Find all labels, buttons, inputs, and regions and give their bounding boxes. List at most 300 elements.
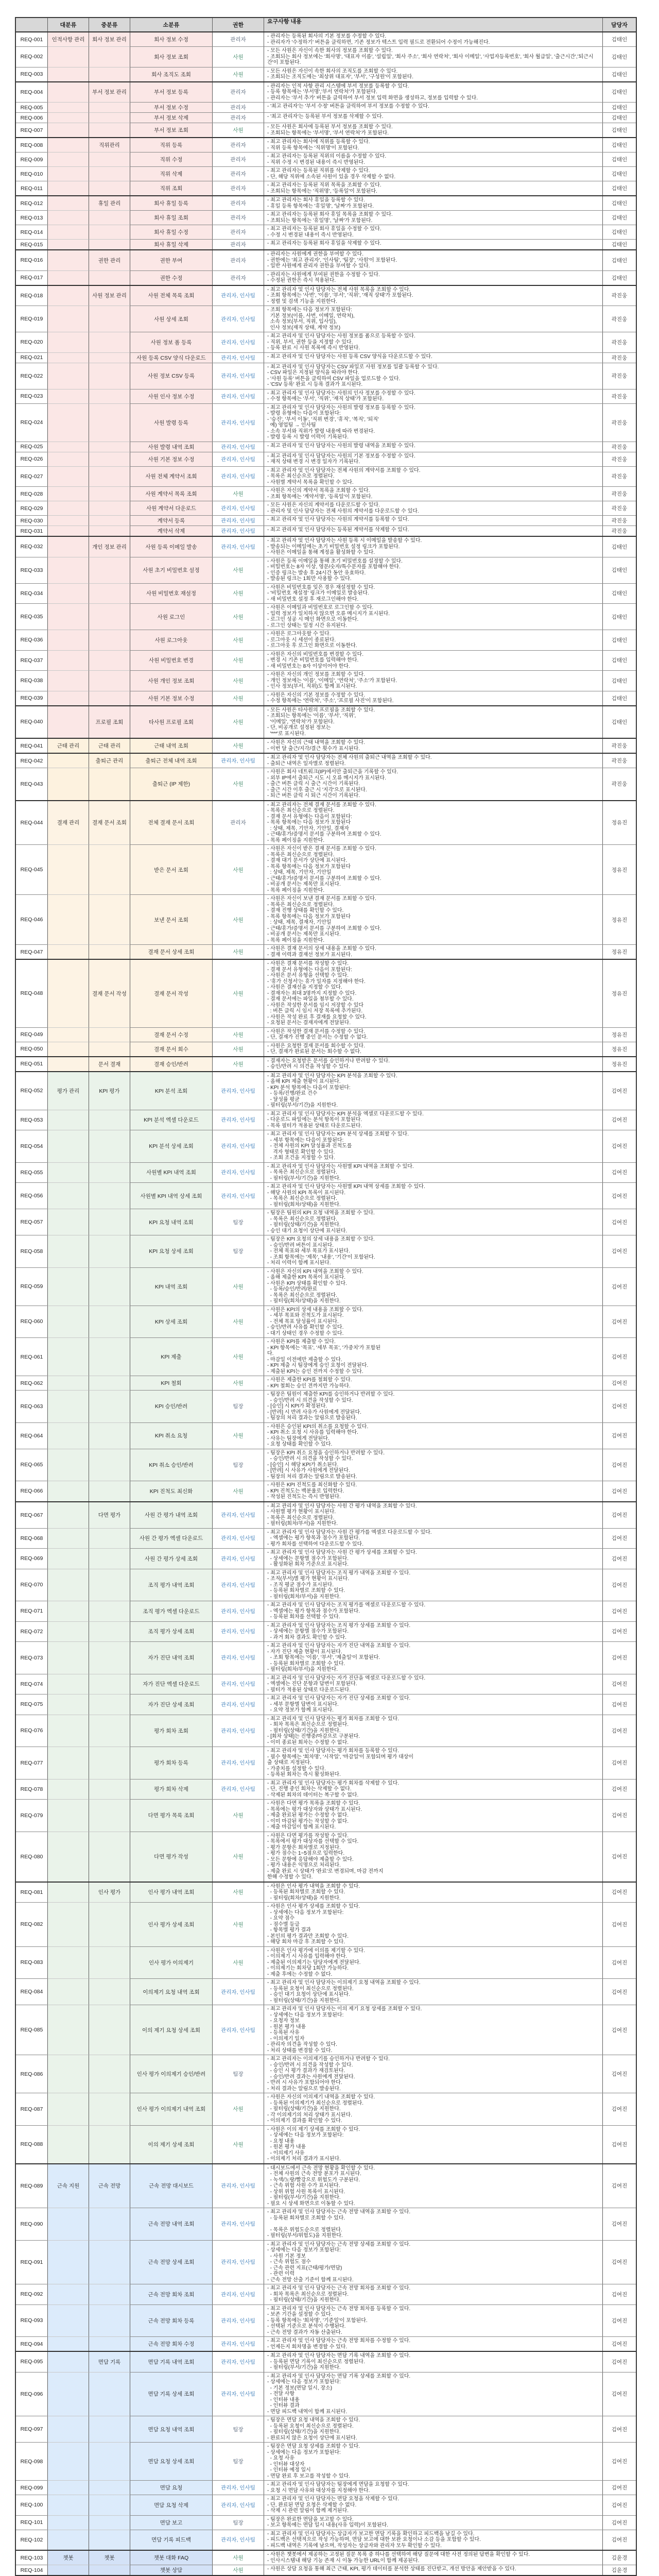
- major-category-cell[interactable]: [47, 2336, 89, 2351]
- requirement-content-cell[interactable]: - 최고 관리자 및 인사 담당자는 자가 진단 상세를 조회할 수 있다. - 세부 문항별 답변이 표시된다. - 요약 정보가 함께 표시된다.: [264, 1694, 602, 1715]
- small-category-cell[interactable]: 근속 전망 상세 조회: [130, 2241, 212, 2284]
- owner-cell[interactable]: 김여진: [602, 2208, 636, 2240]
- role-cell[interactable]: 관리자: [212, 225, 264, 239]
- owner-cell[interactable]: 곽진웅: [602, 363, 636, 389]
- role-cell[interactable]: 사원: [212, 1481, 264, 1501]
- small-category-cell[interactable]: KPI 내역 조회: [130, 1268, 212, 1306]
- mid-category-cell[interactable]: [89, 2005, 130, 2055]
- requirement-content-cell[interactable]: - 사원은 제출한 KPI를 철회할 수 있다. - KPI 철회는 승인 전까지만 가능하다.: [264, 1376, 602, 1390]
- role-cell[interactable]: 사원: [212, 960, 264, 1027]
- role-cell[interactable]: 사원: [212, 1057, 264, 1071]
- req-id-cell[interactable]: REQ-047: [16, 945, 47, 959]
- small-category-cell[interactable]: 면담 기록 상세 조회: [130, 2372, 212, 2416]
- major-category-cell[interactable]: [47, 1799, 89, 1832]
- requirement-content-cell[interactable]: - 사원은 상담 요청을 통해 최근 근태, KPI, 평가 데이터를 분석한 상태를 진단받고, 개선 방안을 제안받을 수 있다.: [264, 2565, 602, 2575]
- role-cell[interactable]: 사원: [212, 651, 264, 671]
- req-id-cell[interactable]: REQ-060: [16, 1306, 47, 1338]
- mid-category-cell[interactable]: 결재 문서 작성: [89, 960, 130, 1027]
- mid-category-cell[interactable]: [89, 526, 130, 536]
- role-cell[interactable]: 사원: [212, 671, 264, 691]
- requirement-content-cell[interactable]: - 팀장은 면담 요청 내역을 조회할 수 있다. - 등록된 요청이 최신순으로 정렬된다. - 필터링(상태/기간)을 지원한다. - 완료되지 않은 요청이 상단에 표시된다.: [264, 2416, 602, 2442]
- requirement-content-cell[interactable]: - 사원은 회사 네트워크(IP)에서만 출퇴근을 기록할 수 있다. - 외부 IP에서 출퇴근 시도 시 오류 메시지가 표시된다. - 출근 버튼 클릭 시 출근 시간이 기록된다. - 출근 시간 이후 출근 시 '지각'으로 표시된다. - 퇴근 버튼 클릭 시 퇴근 시간이 기록된다.: [264, 768, 602, 800]
- owner-cell[interactable]: 김여진: [602, 2005, 636, 2055]
- major-category-cell[interactable]: [47, 112, 89, 123]
- requirement-content-cell[interactable]: - 최고 관리자 및 인사 담당자는 사원의 기본 정보를 수정할 수 있다. - 재직 상태 변경 시 변경 일자가 기록된다.: [264, 452, 602, 466]
- role-cell[interactable]: 사원: [212, 1306, 264, 1338]
- owner-cell[interactable]: 김여진: [602, 2305, 636, 2337]
- req-id-cell[interactable]: REQ-066: [16, 1481, 47, 1501]
- mid-category-cell[interactable]: 다면 평가: [89, 1502, 130, 1528]
- major-category-cell[interactable]: [47, 2416, 89, 2442]
- owner-cell[interactable]: 김태인: [602, 630, 636, 650]
- owner-cell[interactable]: 김태인: [602, 152, 636, 166]
- owner-cell[interactable]: 김여진: [602, 2372, 636, 2416]
- req-id-cell[interactable]: REQ-064: [16, 1423, 47, 1449]
- requirement-content-cell[interactable]: - 최고 관리자 및 인사 담당자는 근속 전망 회차를 등록할 수 있다. - 보존 기간을 설정할 수 있다. - 등록 항목에는 '회차명', '기준일'이 포함된다. - 선택된 기준으로 분석이 수행된다. - 근속 전망 결과가 자동 산출된다.: [264, 2305, 602, 2337]
- small-category-cell[interactable]: 직위 등록: [130, 138, 212, 152]
- small-category-cell[interactable]: 자가 진단 내역 조회: [130, 1642, 212, 1674]
- owner-cell[interactable]: 곽진웅: [602, 501, 636, 515]
- major-category-cell[interactable]: [47, 2565, 89, 2575]
- owner-cell[interactable]: 정유진: [602, 1057, 636, 1071]
- owner-cell[interactable]: 김태인: [602, 271, 636, 285]
- small-category-cell[interactable]: 권한 수정: [130, 271, 212, 285]
- role-cell[interactable]: 관리자, 인사팀: [212, 404, 264, 442]
- small-category-cell[interactable]: KPI 상세 조회: [130, 1306, 212, 1338]
- small-category-cell[interactable]: 출퇴근 (IP 제한): [130, 768, 212, 800]
- requirement-content-cell[interactable]: - 최고 관리자 및 인사 담당자는 CSV 파일로 사원 정보를 일괄 등록할 수 있다. - CSV 파일은 지정된 양식을 따라야 한다. - '사원 등록' 버튼을 클릭하여 CSV 파일을 업로드할 수 있다. - 'CSV 등록' 완료 시 등록 결과가 표시된다.: [264, 363, 602, 389]
- req-id-cell[interactable]: REQ-050: [16, 1042, 47, 1056]
- small-category-cell[interactable]: 면담 요청: [130, 2481, 212, 2495]
- req-id-cell[interactable]: REQ-008: [16, 138, 47, 152]
- owner-cell[interactable]: 김태인: [602, 138, 636, 152]
- mid-category-cell[interactable]: 개인 정보 관리: [89, 537, 130, 557]
- major-category-cell[interactable]: [47, 2284, 89, 2304]
- major-category-cell[interactable]: [47, 501, 89, 515]
- owner-cell[interactable]: 곽진웅: [602, 526, 636, 536]
- requirement-content-cell[interactable]: - 최고 관리자 및 인사 담당자는 사원의 계약서를 등록할 수 있다.: [264, 516, 602, 526]
- requirement-content-cell[interactable]: - 결재자는 요청받은 문서를 승인하거나 반려할 수 있다. - 승인/반려 시 의견을 작성할 수 있다.: [264, 1057, 602, 1071]
- major-category-cell[interactable]: [47, 1042, 89, 1056]
- owner-cell[interactable]: 곽진웅: [602, 452, 636, 466]
- requirement-content-cell[interactable]: - 최고 관리자 및 인사 담당자는 면담 기록 내역을 조회할 수 있다. - 등록된 면담 기록이 최신순으로 정렬된다. - 필터링(부서/기간)을 지원한다.: [264, 2352, 602, 2372]
- requirement-content-cell[interactable]: - 사원은 자신의 근태 내역을 조회할 수 있다. - 이번 달 출근/지각/결근 횟수가 표시된다.: [264, 739, 602, 753]
- owner-cell[interactable]: 김윤경: [602, 2565, 636, 2575]
- mid-category-cell[interactable]: [89, 466, 130, 487]
- role-cell[interactable]: 팀장: [212, 1449, 264, 1481]
- small-category-cell[interactable]: 사원 기본 정보 수정: [130, 691, 212, 705]
- role-cell[interactable]: 사원: [212, 1800, 264, 1832]
- requirement-content-cell[interactable]: - 최고 관리자 및 인사 담당자는 사원 간 평가를 엑셀로 다운로드할 수 있다. - 엑셀에는 평가 항목과 점수가 포함된다. - 평가 회차를 선택하여 다운로드할 수 있다.: [264, 1529, 602, 1549]
- req-id-cell[interactable]: REQ-094: [16, 2337, 47, 2351]
- major-category-cell[interactable]: [47, 1057, 89, 1071]
- req-id-cell[interactable]: REQ-096: [16, 2372, 47, 2416]
- small-category-cell[interactable]: 회사 조직도 조회: [130, 67, 212, 81]
- mid-category-cell[interactable]: [89, 1978, 130, 2005]
- major-category-cell[interactable]: [47, 332, 89, 352]
- role-cell[interactable]: 팀장: [212, 2516, 264, 2530]
- owner-cell[interactable]: 김여진: [602, 2284, 636, 2304]
- req-id-cell[interactable]: REQ-057: [16, 1209, 47, 1235]
- mid-category-cell[interactable]: 휴일 관리: [89, 196, 130, 210]
- role-cell[interactable]: 사원: [212, 706, 264, 738]
- requirement-content-cell[interactable]: - 사원은 작성한 결재 문서를 수정할 수 있다. - 단, 결재가 진행 중인 문서는 수정할 수 없다.: [264, 1028, 602, 1042]
- req-id-cell[interactable]: REQ-088: [16, 2126, 47, 2163]
- mid-category-cell[interactable]: [89, 1799, 130, 1832]
- small-category-cell[interactable]: 사원 상세 조회: [130, 306, 212, 332]
- mid-category-cell[interactable]: [89, 152, 130, 166]
- major-category-cell[interactable]: [47, 944, 89, 959]
- role-cell[interactable]: 관리자: [212, 113, 264, 123]
- owner-cell[interactable]: 김여진: [602, 2126, 636, 2163]
- owner-cell[interactable]: 정유진: [602, 895, 636, 944]
- mid-category-cell[interactable]: 면담 기록: [89, 2352, 130, 2372]
- requirement-content-cell[interactable]: - 최고 관리자는 등록된 회사 휴일을 삭제할 수 있다.: [264, 240, 602, 249]
- requirement-content-cell[interactable]: - 사원은 로그아웃할 수 있다. - 로그아웃 시 세션이 종료된다. - 로그아웃 후 로그인 화면으로 이동한다.: [264, 630, 602, 650]
- small-category-cell[interactable]: 평가 회차 등록: [130, 1747, 212, 1779]
- major-category-cell[interactable]: [47, 138, 89, 152]
- req-id-cell[interactable]: REQ-082: [16, 1903, 47, 1946]
- owner-cell[interactable]: 김태인: [602, 47, 636, 67]
- mid-category-cell[interactable]: [89, 1337, 130, 1376]
- requirement-content-cell[interactable]: - 사원은 자신의 비밀번호를 변경할 수 있다. - 변경 시 기존 비밀번호를 입력해야 한다. - 새 비밀번호는 8자 이상이어야 한다.: [264, 651, 602, 671]
- role-cell[interactable]: 관리자, 인사팀: [212, 1072, 264, 1110]
- small-category-cell[interactable]: 권한 부여: [130, 250, 212, 270]
- mid-category-cell[interactable]: [89, 2442, 130, 2480]
- major-category-cell[interactable]: [47, 960, 89, 1027]
- requirement-content-cell[interactable]: - 최고 관리자 및 인사 담당자는 사원의 발령 내역을 조회할 수 있다.: [264, 442, 602, 452]
- req-id-cell[interactable]: REQ-005: [16, 103, 47, 112]
- small-category-cell[interactable]: 사원 간 평가 엑셀 다운로드: [130, 1529, 212, 1549]
- role-cell[interactable]: 사원: [212, 2093, 264, 2125]
- req-id-cell[interactable]: REQ-031: [16, 526, 47, 536]
- req-id-cell[interactable]: REQ-092: [16, 2284, 47, 2304]
- owner-cell[interactable]: 김태인: [602, 706, 636, 738]
- mid-category-cell[interactable]: [89, 2495, 130, 2515]
- requirement-content-cell[interactable]: - 최고 관리자 및 인사 담당자는 이의 제기 요청 상세를 조회할 수 있다. - 상세에는 다음 정보가 포함된다: - 요청자 정보 - 원본 평가 내용 - 등록된 사유 - 이의제기 일자 - 관리자 의견을 작성할 수 있다. - 처리 상태를 변경할 수 있다.: [264, 2005, 602, 2055]
- req-id-cell[interactable]: REQ-099: [16, 2481, 47, 2495]
- small-category-cell[interactable]: 조직 평가 내역 조회: [130, 1569, 212, 1601]
- major-category-cell[interactable]: [47, 2480, 89, 2495]
- req-id-cell[interactable]: REQ-009: [16, 152, 47, 166]
- role-cell[interactable]: 관리자: [212, 82, 264, 103]
- mid-category-cell[interactable]: [89, 181, 130, 195]
- req-id-cell[interactable]: REQ-010: [16, 167, 47, 181]
- small-category-cell[interactable]: 회사 휴일 삭제: [130, 240, 212, 249]
- role-cell[interactable]: 관리자, 인사팀: [212, 1130, 264, 1162]
- owner-cell[interactable]: 김태인: [602, 103, 636, 112]
- mid-category-cell[interactable]: [89, 403, 130, 442]
- major-category-cell[interactable]: [47, 1621, 89, 1642]
- owner-cell[interactable]: 김여진: [602, 1903, 636, 1946]
- requirement-content-cell[interactable]: - 최고 관리자 및 인사 담당자는 자가 진단 내역을 조회할 수 있다. - 자가 진단 제출 현황이 표시된다. - 조회 항목에는 '이름', '부서', '제출일'이 포함된다. - 등록된 회차별로 조회할 수 있다. - 필터링(회차/부서)을 지원한다.: [264, 1642, 602, 1674]
- req-id-cell[interactable]: REQ-091: [16, 2241, 47, 2284]
- role-cell[interactable]: 사원: [212, 739, 264, 753]
- owner-cell[interactable]: 김여진: [602, 1549, 636, 1569]
- role-cell[interactable]: 관리자, 인사팀: [212, 452, 264, 466]
- owner-cell[interactable]: 곽진웅: [602, 516, 636, 526]
- requirement-content-cell[interactable]: - 최고 관리자는 회사 휴일을 등록할 수 있다. - 휴일 등록 항목에는 '휴일명', '날짜'가 포함된다.: [264, 196, 602, 210]
- mid-category-cell[interactable]: [89, 1182, 130, 1209]
- mid-category-cell[interactable]: [89, 2565, 130, 2575]
- role-cell[interactable]: 사원: [212, 768, 264, 800]
- requirement-content-cell[interactable]: - 최고 관리자 및 인사 담당자는 근속 전망 회차를 수정할 수 있다. - 언제든지 회차명을 변경할 수 있다.: [264, 2337, 602, 2351]
- role-cell[interactable]: 팀장: [212, 1209, 264, 1235]
- req-id-cell[interactable]: REQ-098: [16, 2443, 47, 2480]
- role-cell[interactable]: 관리자, 인사팀: [212, 1715, 264, 1747]
- requirement-content-cell[interactable]: - 대시보드에서 근속 전망 현황을 확인할 수 있다. - 전체 사원의 근속 전망 분포가 표시된다. - 녹색/노랑/빨강으로 위험도가 구분된다. - 근속 위험 사원 수가 표시된다. - 상위 위험 사원 목록이 표시된다. - 필터링(부서/기간)을 지원한다. - 필요 시 상세 화면으로 이동할 수 있다.: [264, 2164, 602, 2208]
- req-id-cell[interactable]: REQ-078: [16, 1780, 47, 1800]
- owner-cell[interactable]: 곽진웅: [602, 389, 636, 403]
- requirement-content-cell[interactable]: - 최고 관리자 및 인사 담당자는 사원 간 평가 상세를 조회할 수 있다. - 상세에는 문항별 점수가 포함된다. - 활성화된 회차 기준으로 표시된다.: [264, 1549, 602, 1569]
- owner-cell[interactable]: 김여진: [602, 1183, 636, 1209]
- major-category-cell[interactable]: [47, 1601, 89, 1621]
- requirement-content-cell[interactable]: - 사원은 다면 평가를 작성할 수 있다. - 목록에서 평가 대상자를 선택할 수 있다. - 평가 문항은 회차별로 지정된다. - 평가 점수는 1~5점으로 입력한다. - 모든 문항에 응답해야 제출할 수 있다. - 평가 내용은 익명으로 처리된다. - 제출 완료 시 상태가 '완료'로 변경되며, 마감 전까지 한해 수정할 수 있다.: [264, 1832, 602, 1882]
- requirement-content-cell[interactable]: - 모든 사원은 자신이 속한 회사의 정보를 조회할 수 있다. - 조회되는 회사 정보에는 '회사명', '대표자 이름', '설립일', '회사 주소', '회사 연락처', '회사 이메일', '사업자등록번호', '회사 월급일', '출근시간','퇴근시간'이 포함된다.: [264, 47, 602, 67]
- req-id-cell[interactable]: REQ-025: [16, 442, 47, 452]
- mid-category-cell[interactable]: [89, 1832, 130, 1882]
- major-category-cell[interactable]: [47, 706, 89, 738]
- requirement-content-cell[interactable]: - 사원은 인사 평가 상세를 조회할 수 있다. - 상세에는 다음 정보가 포함된다: - 요약 점수 - 점수별 등급 - 항목별 평가 결과 - 본인의 평가 결과만 조회할 수 있다. - 해당 회차 마감 후 조회할 수 있다.: [264, 1903, 602, 1946]
- req-id-cell[interactable]: REQ-006: [16, 113, 47, 123]
- req-id-cell[interactable]: REQ-102: [16, 2530, 47, 2550]
- major-category-cell[interactable]: 챗봇: [47, 2551, 89, 2565]
- mid-category-cell[interactable]: 근태 관리: [89, 739, 130, 753]
- major-category-cell[interactable]: [47, 1641, 89, 1674]
- owner-cell[interactable]: 김여진: [602, 2516, 636, 2530]
- req-id-cell[interactable]: REQ-014: [16, 225, 47, 239]
- major-category-cell[interactable]: [47, 526, 89, 536]
- mid-category-cell[interactable]: [89, 123, 130, 137]
- owner-cell[interactable]: 김태인: [602, 181, 636, 195]
- major-category-cell[interactable]: [47, 1902, 89, 1946]
- mid-category-cell[interactable]: 출퇴근 관리: [89, 754, 130, 768]
- requirement-content-cell[interactable]: - 팀장은 완료한 면담을 보고할 수 있다. - 보고 항목에는 면담 일시 내용(사유 입력)이 포함된다.: [264, 2516, 602, 2530]
- major-category-cell[interactable]: [47, 196, 89, 210]
- small-category-cell[interactable]: KPI 분석 엑셀 다운로드: [130, 1110, 212, 1130]
- req-id-cell[interactable]: REQ-084: [16, 1979, 47, 2005]
- major-category-cell[interactable]: [47, 1694, 89, 1715]
- mid-category-cell[interactable]: [89, 670, 130, 691]
- requirement-content-cell[interactable]: - 최고 관리자 및 인사 담당자는 사원 등록 CSV 양식을 다운로드할 수 있다.: [264, 353, 602, 363]
- role-cell[interactable]: 사원: [212, 630, 264, 650]
- mid-category-cell[interactable]: [89, 2372, 130, 2416]
- small-category-cell[interactable]: 인사 평가 이의제기 내역 조회: [130, 2093, 212, 2125]
- mid-category-cell[interactable]: 권한 관리: [89, 250, 130, 270]
- requirement-content-cell[interactable]: - 최고 관리자 및 인사 담당자는 팀장에게 면담을 요청할 수 있다. - 요청 시 면담 사유와 대상자를 지정해야 한다.: [264, 2481, 602, 2495]
- major-category-cell[interactable]: [47, 768, 89, 800]
- requirement-content-cell[interactable]: - 모든 사원은 회사에 등록된 부서 정보를 조회할 수 있다. - 조회되는 항목에는 '부서명', '부서 연락처'가 포함된다.: [264, 123, 602, 137]
- small-category-cell[interactable]: 조직 평가 엑셀 다운로드: [130, 1601, 212, 1621]
- mid-category-cell[interactable]: [89, 239, 130, 249]
- small-category-cell[interactable]: 결재 문서 상세 조회: [130, 945, 212, 959]
- small-category-cell[interactable]: 사원 등록 이메일 발송: [130, 537, 212, 557]
- owner-cell[interactable]: 김여진: [602, 1601, 636, 1621]
- mid-category-cell[interactable]: [89, 486, 130, 501]
- role-cell[interactable]: 관리자: [212, 801, 264, 845]
- mid-category-cell[interactable]: 회사 정보 관리: [89, 32, 130, 46]
- small-category-cell[interactable]: 다면 평가 작성: [130, 1832, 212, 1882]
- owner-cell[interactable]: 김여진: [602, 1832, 636, 1882]
- small-category-cell[interactable]: 직위 삭제: [130, 167, 212, 181]
- major-category-cell[interactable]: [47, 1548, 89, 1569]
- role-cell[interactable]: 관리자, 인사팀: [212, 1569, 264, 1601]
- mid-category-cell[interactable]: [89, 306, 130, 332]
- owner-cell[interactable]: 김태인: [602, 67, 636, 81]
- mid-category-cell[interactable]: [89, 270, 130, 285]
- owner-cell[interactable]: 김여진: [602, 1072, 636, 1110]
- role-cell[interactable]: 팀장: [212, 2443, 264, 2480]
- owner-cell[interactable]: 김여진: [602, 1674, 636, 1694]
- mid-category-cell[interactable]: [89, 1422, 130, 1449]
- owner-cell[interactable]: 김여진: [602, 1163, 636, 1183]
- owner-cell[interactable]: 김태인: [602, 537, 636, 557]
- small-category-cell[interactable]: 사원 계약서 다운로드: [130, 501, 212, 515]
- req-id-cell[interactable]: REQ-046: [16, 895, 47, 944]
- owner-cell[interactable]: 김태인: [602, 32, 636, 46]
- small-category-cell[interactable]: 평가 회차 삭제: [130, 1780, 212, 1800]
- requirement-content-cell[interactable]: - 최고 관리자 및 인사 담당자는 면담 기록 상세를 조회할 수 있다. - 상세에는 다음 정보가 포함된다: - 기본 정보(면담 일시, 장소) - 전달 사항 - 인터뷰 내용 - 인터뷰 결과 - 면담 피드백 내역이 함께 표시된다.: [264, 2372, 602, 2416]
- small-category-cell[interactable]: 면담 요청 내역 조회: [130, 2416, 212, 2442]
- major-category-cell[interactable]: [47, 286, 89, 306]
- req-id-cell[interactable]: REQ-013: [16, 211, 47, 225]
- req-id-cell[interactable]: REQ-065: [16, 1449, 47, 1481]
- small-category-cell[interactable]: 다면 평가 목록 조회: [130, 1800, 212, 1832]
- small-category-cell[interactable]: 사원 로그아웃: [130, 630, 212, 650]
- major-category-cell[interactable]: [47, 403, 89, 442]
- req-id-cell[interactable]: REQ-026: [16, 452, 47, 466]
- mid-category-cell[interactable]: [89, 2480, 130, 2495]
- role-cell[interactable]: 관리자, 인사팀: [212, 363, 264, 389]
- requirement-content-cell[interactable]: - 모든 사원은 자신이 속한 회사의 조직도를 조회할 수 있다. - 조회되는 조직도에는 '최상위 대표자', '부서', '구성원'이 포함된다.: [264, 67, 602, 81]
- req-id-cell[interactable]: REQ-042: [16, 754, 47, 768]
- mid-category-cell[interactable]: [89, 46, 130, 67]
- major-category-cell[interactable]: [47, 2530, 89, 2550]
- mid-category-cell[interactable]: [89, 2336, 130, 2351]
- req-id-cell[interactable]: REQ-032: [16, 537, 47, 557]
- owner-cell[interactable]: 김여진: [602, 1391, 636, 1422]
- role-cell[interactable]: 사원: [212, 1832, 264, 1882]
- role-cell[interactable]: 관리자: [212, 167, 264, 181]
- small-category-cell[interactable]: 결재 문서 회수: [130, 1042, 212, 1056]
- req-id-cell[interactable]: REQ-021: [16, 353, 47, 363]
- owner-cell[interactable]: 김여진: [602, 2416, 636, 2442]
- requirement-content-cell[interactable]: - 최고 관리자 및 인사 담당자는 평가 회차를 삭제할 수 있다. - 단, 진행 중인 회차는 삭제할 수 없다. - 삭제된 회차의 데이터는 복구할 수 없다.: [264, 1780, 602, 1800]
- requirement-content-cell[interactable]: - 최고 관리자 및 인사 담당자는 근속 전망 회차를 조회할 수 있다. - 회차 목록은 최신순으로 정렬된다. - 필터링(상태/기간)을 지원한다.: [264, 2284, 602, 2304]
- mid-category-cell[interactable]: [89, 1235, 130, 1267]
- small-category-cell[interactable]: 인사 평가 내역 조회: [130, 1883, 212, 1903]
- major-category-cell[interactable]: 평가 관리: [47, 1072, 89, 1110]
- role-cell[interactable]: 팀장: [212, 2416, 264, 2442]
- requirement-content-cell[interactable]: - 최고 관리자 및 인사 담당자는 사원별 KPI 내역 상세를 조회할 수 있다. - 해당 사원의 KPI 목록이 표시된다. - 목록은 최신순으로 정렬된다. - 필터링(회차/상태)을 지원한다.: [264, 1183, 602, 1209]
- major-category-cell[interactable]: [47, 630, 89, 650]
- req-id-cell[interactable]: REQ-090: [16, 2208, 47, 2240]
- owner-cell[interactable]: 곽진웅: [602, 332, 636, 352]
- small-category-cell[interactable]: KPI 승인/반려: [130, 1391, 212, 1422]
- major-category-cell[interactable]: [47, 181, 89, 195]
- major-category-cell[interactable]: [47, 250, 89, 270]
- req-id-cell[interactable]: REQ-040: [16, 706, 47, 738]
- role-cell[interactable]: 관리자, 인사팀: [212, 526, 264, 536]
- major-category-cell[interactable]: [47, 1267, 89, 1306]
- mid-category-cell[interactable]: [89, 102, 130, 112]
- small-category-cell[interactable]: 자가 진단 엑셀 다운로드: [130, 1674, 212, 1694]
- requirement-content-cell[interactable]: - 최고 관리자 및 인사 담당자는 사원의 인사 정보를 수정할 수 있다. - 수정 항목에는 '부서', '직위', '재직 상태'가 포함된다.: [264, 389, 602, 403]
- req-id-cell[interactable]: REQ-030: [16, 516, 47, 526]
- owner-cell[interactable]: 김여진: [602, 1947, 636, 1979]
- owner-cell[interactable]: 김여진: [602, 1747, 636, 1779]
- owner-cell[interactable]: 김태인: [602, 82, 636, 103]
- small-category-cell[interactable]: 근속 전망 내역 조회: [130, 2208, 212, 2240]
- small-category-cell[interactable]: KPI 요청 내역 조회: [130, 1209, 212, 1235]
- role-cell[interactable]: 사원: [212, 2126, 264, 2163]
- requirement-content-cell[interactable]: - 관리자는 등록된 회사의 기본 정보를 수정할 수 있다. - 관리자가 '수정하기' 버튼을 클릭하면, 기존 정보가 텍스트 입력 필드로 전환되어 수정이 가능해진다.: [264, 32, 602, 46]
- requirement-content-cell[interactable]: - 최고 관리자 및 인사 담당자는 면담 요청을 삭제할 수 있다. - 단, 완료된 면담 요청은 삭제할 수 없다. - 삭제 시 관련 알림이 함께 제거된다.: [264, 2495, 602, 2515]
- mid-category-cell[interactable]: [89, 2208, 130, 2240]
- small-category-cell[interactable]: KPI 요청 상세 조회: [130, 1235, 212, 1267]
- role-cell[interactable]: 관리자, 인사팀: [212, 2164, 264, 2208]
- mid-category-cell[interactable]: 부서 정보 관리: [89, 82, 130, 103]
- role-cell[interactable]: 사원: [212, 945, 264, 959]
- small-category-cell[interactable]: 계약서 삭제: [130, 526, 212, 536]
- requirement-content-cell[interactable]: - 사원은 결재 문서를 작성할 수 있다. - 결재 문서 유형에는 다음이 포함된다: - 사원은 문서 유형을 선택할 수 있다. - '휴가 신청서'는 휴가 일자를 지정해야 한다. - 사원은 결재선을 지정할 수 있다. - 결재자는 최대 3명까지 지정할 수 있다. - 결재 문서에는 파일을 첨부할 수 있다. - 사원은 작성한 문서를 임시 저장할 수 있다 : 버튼 클릭 시 임시 저장 목록에 추가된다. - 사원은 작성 완료 후 결재를 요청할 수 있다. - 요청된 문서는 결재자에게 전달된다.: [264, 960, 602, 1027]
- mid-category-cell[interactable]: 결재 문서 조회: [89, 801, 130, 845]
- req-id-cell[interactable]: REQ-069: [16, 1549, 47, 1569]
- role-cell[interactable]: 관리자, 인사팀: [212, 467, 264, 487]
- small-category-cell[interactable]: 사원 발령 내역 조회: [130, 442, 212, 452]
- req-id-cell[interactable]: REQ-080: [16, 1832, 47, 1882]
- small-category-cell[interactable]: 회사 휴일 수정: [130, 225, 212, 239]
- mid-category-cell[interactable]: [89, 452, 130, 466]
- req-id-cell[interactable]: REQ-011: [16, 181, 47, 195]
- req-id-cell[interactable]: REQ-063: [16, 1391, 47, 1422]
- major-category-cell[interactable]: [47, 102, 89, 112]
- small-category-cell[interactable]: 회사 정보 수정: [130, 32, 212, 46]
- owner-cell[interactable]: 곽진웅: [602, 404, 636, 442]
- requirement-content-cell[interactable]: - 최고 관리자는 등록된 직위를 삭제할 수 있다. - 단, 해당 직위에 소속된 사원이 있을 경우 삭제할 수 없다.: [264, 167, 602, 181]
- mid-category-cell[interactable]: [89, 166, 130, 181]
- owner-cell[interactable]: 김여진: [602, 2443, 636, 2480]
- req-id-cell[interactable]: REQ-062: [16, 1376, 47, 1390]
- requirement-content-cell[interactable]: - 사원은 KPI를 제출할 수 있다. - KPI 항목에는 '목표', '세부 목표', '가중치'가 포함된 다. - 마감일 이전에만 제출할 수 있다. - KPI 제출 시 팀장에게 승인 요청이 전달된다. - 제출된 KPI는 승인 전까지 수정할 수 있다.: [264, 1338, 602, 1376]
- role-cell[interactable]: 팀장: [212, 2055, 264, 2093]
- small-category-cell[interactable]: KPI 철회: [130, 1376, 212, 1390]
- requirement-content-cell[interactable]: - 최고 관리자는 회사에 직위를 등록할 수 있다. - 직위 등록 항목에는 '직위명'이 포함된다.: [264, 138, 602, 152]
- role-cell[interactable]: 관리자, 인사팀: [212, 1674, 264, 1694]
- role-cell[interactable]: 관리자: [212, 181, 264, 195]
- small-category-cell[interactable]: KPI 분석 상세 조회: [130, 1130, 212, 1162]
- role-cell[interactable]: 관리자: [212, 196, 264, 210]
- owner-cell[interactable]: 곽진웅: [602, 353, 636, 363]
- requirement-content-cell[interactable]: - 최고 관리자 및 인사 담당자는 사원 정보를 폼으로 등록할 수 있다. - 직위, 부서, 권한 등을 지정할 수 있다. - 등록 완료 시 사원 목록에 즉시 반영된다.: [264, 332, 602, 352]
- requirement-content-cell[interactable]: - 사원은 결재 문서의 상세 내용을 조회할 수 있다. - 결재 이력과 결재선 정보가 표시된다.: [264, 945, 602, 959]
- req-id-cell[interactable]: REQ-001: [16, 32, 47, 46]
- requirement-content-cell[interactable]: - 최고 관리자는 전체 결재 문서를 조회할 수 있다. - 목록은 최신순으로 정렬된다. - 결재 문서 유형에는 다음이 포함된다: - 목록 항목에는 다음 정보가 포함된다 : 상태, 제목, 기안자, 기안일, 결재자 - 근태/휴가/증명서 문서를 구분하여 조회할 수 있다. - 목록 페이징을 지원한다.: [264, 801, 602, 845]
- role-cell[interactable]: 사원: [212, 1338, 264, 1376]
- role-cell[interactable]: 관리자, 인사팀: [212, 389, 264, 403]
- small-category-cell[interactable]: KPI 제출: [130, 1338, 212, 1376]
- requirement-content-cell[interactable]: - 최고 관리자 및 인사 담당자는 조직 평가 내역을 조회할 수 있다. - 조직(부서)별 평가 현황이 표시된다. - 조직 평균 점수가 표시된다. - 등록된 회차별로 조회할 수 있다. - 필터링(회차/부서)을 지원한다.: [264, 1569, 602, 1601]
- role-cell[interactable]: 사원: [212, 1423, 264, 1449]
- major-category-cell[interactable]: [47, 754, 89, 768]
- req-id-cell[interactable]: REQ-101: [16, 2516, 47, 2530]
- small-category-cell[interactable]: 자가 진단 상세 조회: [130, 1694, 212, 1715]
- requirement-content-cell[interactable]: - 사원은 자신의 개인 정보를 조회할 수 있다. - 개인 정보에는 '이름', '이메일', '연락처', '주소'가 포함된다. - 인사 정보(부서, 직위)도 함께 표시된다.: [264, 671, 602, 691]
- mid-category-cell[interactable]: [89, 501, 130, 515]
- requirement-content-cell[interactable]: - 최고 관리자 및 인사 담당자는 사원별 KPI 내역을 조회할 수 있다. - 목록은 최신순으로 정렬된다. - 필터링(부서/기간)을 지원한다.: [264, 1163, 602, 1183]
- role-cell[interactable]: 관리자, 인사팀: [212, 1529, 264, 1549]
- role-cell[interactable]: 사원: [212, 1883, 264, 1903]
